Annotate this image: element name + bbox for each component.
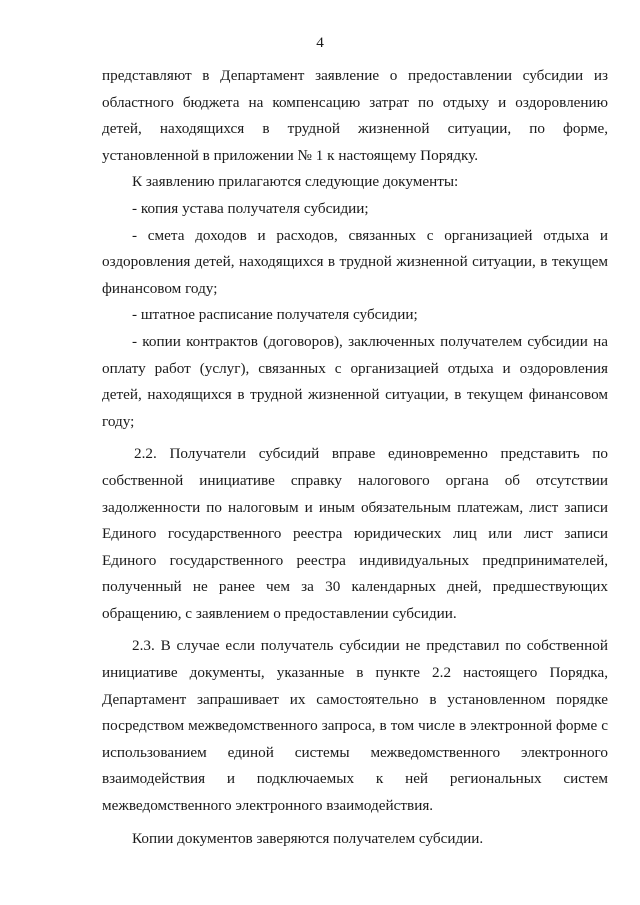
list-item-charter [102, 196, 608, 223]
text-line: областного бюджета на компенсацию затрат по отдыху и оздоровлению [102, 93, 608, 111]
text-line: финансовом году; [102, 279, 218, 297]
text-line: 2.3. В случае если получатель субсидии не представил по собственной [132, 637, 608, 655]
text-line: году; [102, 412, 135, 430]
paragraph-certification [102, 826, 608, 853]
text-line: К заявлению прилагаются следующие документы: [132, 173, 459, 191]
text-line: - копия устава получателя субсидии; [132, 199, 369, 217]
text-line: 2.2. Получатели субсидий вправе единовременно представить по [134, 445, 608, 463]
paragraph-continuation [102, 63, 608, 169]
text-line: задолженности по налоговым и иным обязательным платежам, лист записи [102, 498, 608, 516]
text-line: полученный не ранее чем за 30 календарных дней, предшествующих [102, 578, 608, 596]
text-line: Департамент запрашивает их самостоятельно в установленном порядке [102, 690, 608, 708]
list-item-staff-schedule [102, 302, 608, 329]
text-line: - смета доходов и расходов, связанных с организацией отдыха и [132, 226, 608, 244]
text-line: обращению, с заявлением о предоставлении субсидии. [102, 604, 457, 622]
text-line: детей, находящихся в трудной жизненной ситуации, по форме, [102, 120, 608, 138]
text-line: детей, находящихся в трудной жизненной ситуации, в текущем финансовом [102, 386, 608, 404]
text-line: - копии контрактов (договоров), заключенных получателем субсидии на [132, 332, 608, 350]
text-line: - штатное расписание получателя субсидии; [132, 306, 418, 324]
text-line: Единого государственного реестра юридических лиц или лист записи [102, 525, 608, 543]
text-line: взаимодействия и подключаемых к ней региональных систем [102, 770, 608, 788]
text-line: Единого государственного реестра индивидуальных предпринимателей, [102, 551, 608, 569]
text-line: инициативе документы, указанные в пункте 2.2 настоящего Порядка, [102, 664, 608, 682]
text-line: Копии документов заверяются получателем субсидии. [132, 829, 484, 847]
list-item-budget-estimate [102, 223, 608, 303]
text-line: использованием единой системы межведомственного электронного [102, 743, 608, 761]
text-line: оплату работ (услуг), связанных с организацией отдыха и оздоровления [102, 359, 608, 377]
section-2-3 [102, 633, 608, 819]
document-body [102, 63, 608, 852]
text-line: оздоровления детей, находящихся в трудной жизненной ситуации, в текущем [102, 253, 608, 271]
text-line: посредством межведомственного запроса, в том числе в электронной форме с [102, 717, 608, 735]
text-line: установленной в приложении № 1 к настоящему Порядку. [102, 146, 479, 164]
text-line: межведомственного электронного взаимодействия. [102, 797, 434, 815]
page-number: 4 [316, 34, 324, 51]
section-2-2 [102, 441, 608, 627]
paragraph-attachments-intro [102, 169, 608, 196]
list-item-contracts [102, 329, 608, 435]
text-line: представляют в Департамент заявление о предоставлении субсидии из [102, 67, 608, 84]
text-line: собственной инициативе справку налогового органа об отсутствии [102, 471, 608, 489]
